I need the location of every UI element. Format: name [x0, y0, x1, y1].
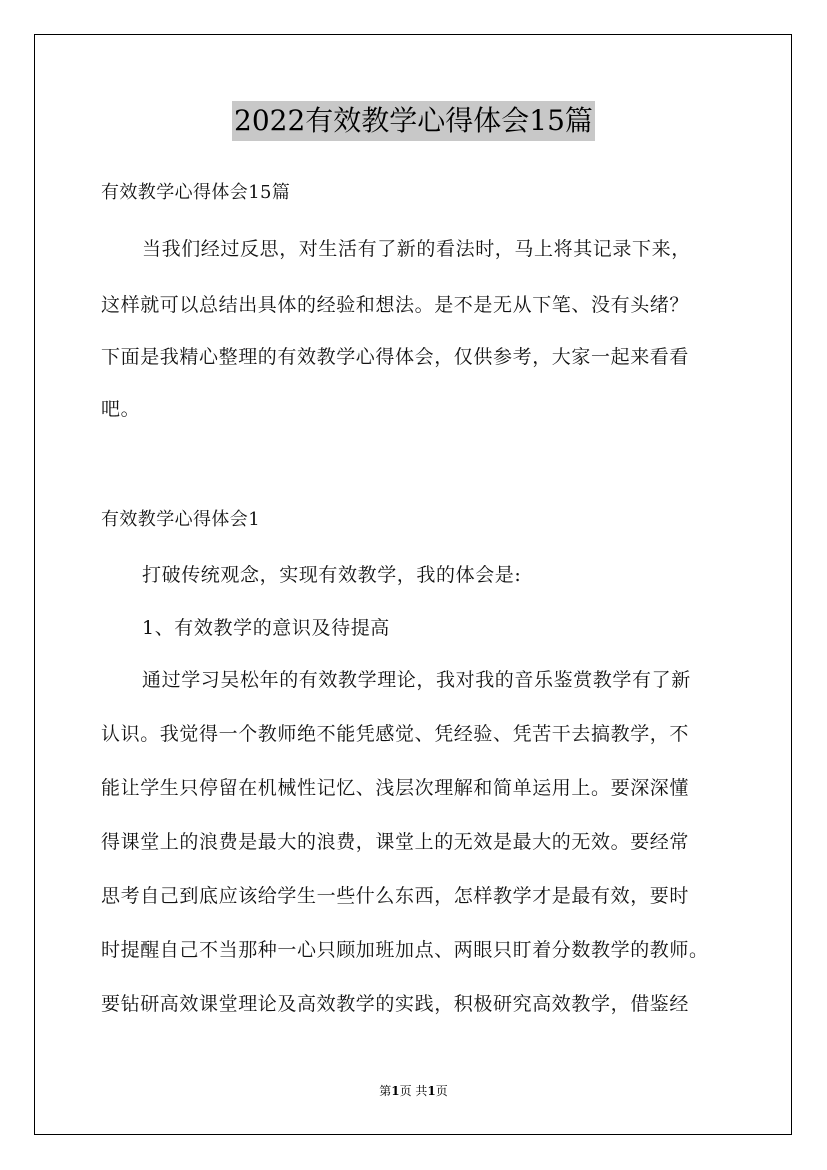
footer-suffix: 页 [435, 1084, 448, 1098]
section-point-1: 1、有效教学的意识及待提高 [142, 617, 390, 639]
title-container [0, 101, 827, 141]
footer-prefix: 第 [379, 1084, 392, 1098]
body-line-5: 思考自己到底应该给学生一些什么东西，怎样教学才是最有效，要时 [101, 885, 690, 907]
body-line-7: 要钻研高效课堂理论及高效教学的实践，积极研究高效教学，借鉴经 [101, 993, 690, 1015]
section-heading: 有效教学心得体会1 [101, 509, 261, 530]
body-line-4: 得课堂上的浪费是最大的浪费，课堂上的无效是最大的无效。要经常 [101, 831, 690, 853]
section-lead: 打破传统观念，实现有效教学，我的体会是: [142, 564, 522, 586]
intro-line-2: 这样就可以总结出具体的经验和想法。是不是无从下笔、没有头绪？ [101, 294, 690, 316]
document-subtitle: 有效教学心得体会15篇 [101, 182, 291, 203]
footer-mid: 页 共 [399, 1084, 428, 1098]
body-line-3: 能让学生只停留在机械性记忆、浅层次理解和简单运用上。要深深懂 [101, 777, 690, 799]
document-title: 2022有效教学心得体会15篇 [232, 101, 595, 141]
intro-line-4: 吧。 [101, 398, 141, 420]
page-footer [0, 1083, 827, 1099]
body-line-1: 通过学习吴松年的有效教学理论，我对我的音乐鉴赏教学有了新 [142, 669, 691, 691]
body-line-6: 时提醒自己不当那种一心只顾加班加点、两眼只盯着分数教学的教师。 [101, 939, 709, 961]
footer-page-number: 1 [391, 1084, 400, 1098]
intro-line-3: 下面是我精心整理的有效教学心得体会，仅供参考，大家一起来看看 [101, 346, 690, 368]
footer-total-pages: 1 [427, 1084, 436, 1098]
body-line-2: 认识。我觉得一个教师绝不能凭感觉、凭经验、凭苦干去搞教学，不 [101, 723, 690, 745]
intro-line-1: 当我们经过反思，对生活有了新的看法时，马上将其记录下来， [142, 238, 691, 260]
